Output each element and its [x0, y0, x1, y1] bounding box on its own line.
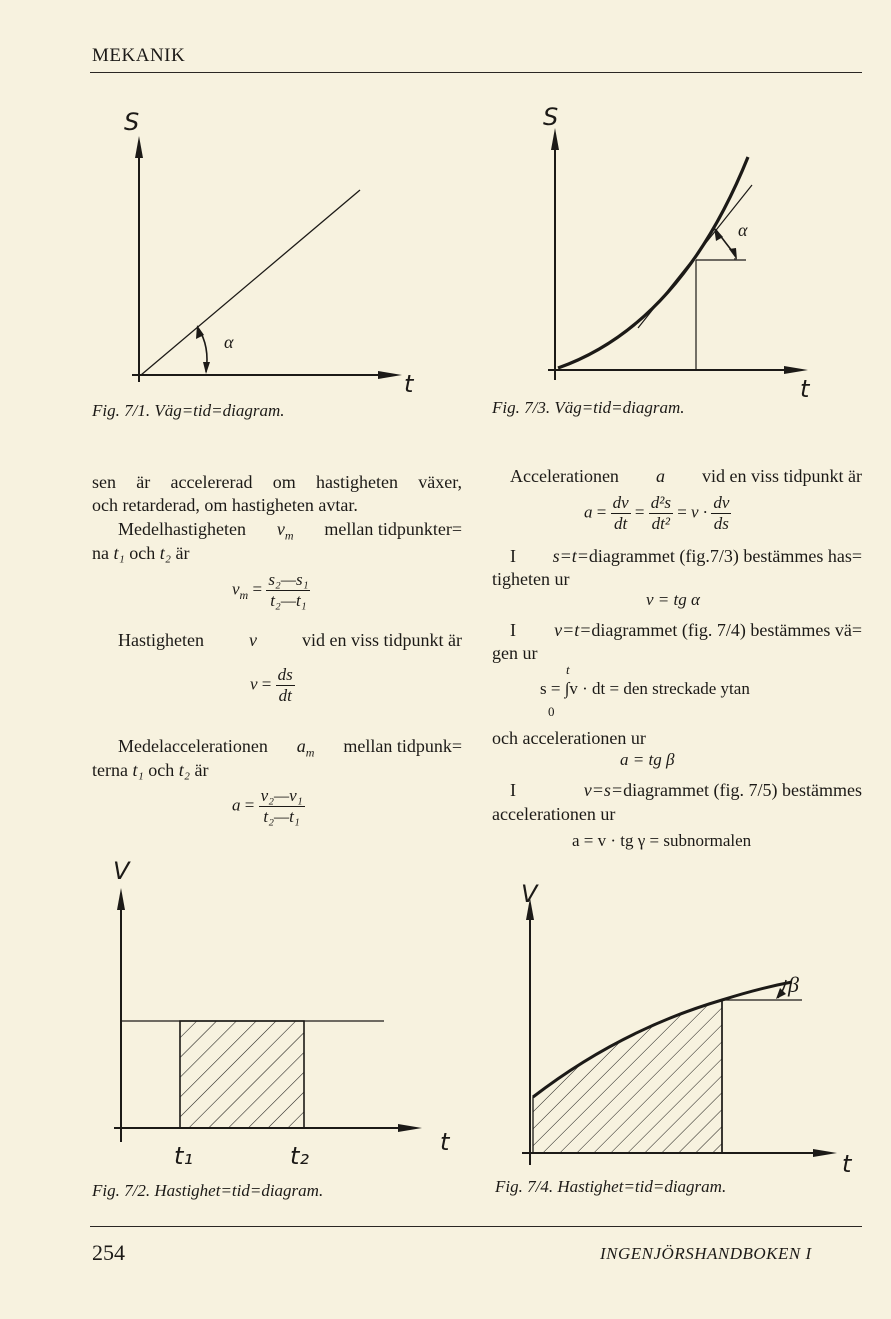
fig1-caption: Fig. 7/1. Väg=tid=diagram.	[92, 401, 285, 420]
right-equation-a-beta: a = tg β	[620, 750, 675, 769]
fig2-x-axis-label: t	[440, 1128, 450, 1156]
fig4-x-axis-label: t	[842, 1150, 852, 1178]
left-text-line-3: Medelhastigheten $v_m$ mellan tidpunkter=	[118, 519, 462, 543]
left-text-line-1: sen är accelererad om hastigheten växer,	[92, 472, 462, 492]
right-text-line-6: och accelerationen ur	[492, 728, 646, 748]
running-header: MEKANIK	[92, 45, 186, 66]
right-equation-s: s = ∫v · dt = den streckade ytan	[540, 679, 750, 698]
figure-7-4	[510, 880, 850, 1180]
fig2-t1-label: t₁	[174, 1142, 194, 1170]
right-text-line-8: accelerationen ur	[492, 804, 616, 824]
footer-rule	[90, 1226, 862, 1227]
right-equation-s-upper: t	[566, 662, 570, 677]
figure-7-1	[110, 110, 410, 410]
right-equation-a: a = $\frac{dv}{dt}$ = $\frac{\text{d²s}}{\text{dt²}}$ = v · $\frac{dv}{ds}$	[584, 493, 730, 533]
fig1-x-axis-label: t	[404, 370, 414, 398]
right-equation-subnormal: a = v · tg γ = subnormalen	[572, 831, 752, 850]
fig2-y-axis-label: V	[113, 857, 130, 885]
fig1-angle-label: α	[224, 332, 234, 352]
left-text-line-5: Hastigheten v vid en viss tidpunkt är	[118, 630, 462, 650]
fig4-angle-label: β	[788, 972, 799, 997]
right-text-line-4: I v=t=diagrammet (fig. 7/4) bestämmes vä=	[510, 620, 862, 640]
fig3-caption: Fig. 7/3. Väg=tid=diagram.	[492, 398, 685, 417]
left-text-line-6: Medelaccelerationen $a_m$ mellan tidpunk=	[118, 736, 462, 760]
left-text-line-4: na t₁ och t₂ är	[92, 543, 190, 563]
fig4-caption: Fig. 7/4. Hastighet=tid=diagram.	[495, 1177, 727, 1196]
right-equation-v: v = tg α	[646, 590, 700, 609]
right-text-line-7: I v=s=diagrammet (fig. 7/5) bestämmes	[510, 780, 862, 800]
right-text-line-3: tigheten ur	[492, 569, 570, 589]
right-text-line-5: gen ur	[492, 643, 538, 663]
fig2-caption: Fig. 7/2. Hastighet=tid=diagram.	[92, 1181, 324, 1200]
right-text-line-1: Accelerationen a vid en viss tidpunkt är	[510, 466, 862, 486]
right-equation-s-lower: 0	[548, 704, 555, 719]
figure-7-3	[530, 110, 830, 410]
fig3-y-axis-label: S	[543, 103, 559, 131]
fig4-y-axis-label: V	[521, 880, 538, 908]
left-equation-vm: $v_m$ = $\frac{\text{s₂—s₁}}{\text{t₂—t₁}}$	[232, 570, 309, 610]
figure-7-2	[100, 860, 440, 1160]
fig1-y-axis-label: S	[124, 108, 140, 136]
left-equation-v: v = $\frac{ds}{dt}$	[250, 665, 293, 705]
fig2-t2-label: t₂	[290, 1142, 310, 1170]
page-number: 254	[92, 1240, 125, 1265]
left-equation-a: a = $\frac{\text{v₂—v₁}}{\text{t₂—t₁}}$	[232, 786, 303, 826]
left-text-line-7: terna t₁ och t₂ är	[92, 760, 209, 780]
fig3-angle-label: α	[738, 220, 748, 240]
header-rule	[90, 72, 862, 73]
fig3-x-axis-label: t	[800, 375, 810, 403]
book-title: INGENJÖRSHANDBOKEN I	[600, 1244, 812, 1263]
right-text-line-2: I s=t=diagrammet (fig.7/3) bestämmes has=	[510, 546, 862, 566]
left-text-line-2: och retarderad, om hastigheten avtar.	[92, 495, 358, 515]
